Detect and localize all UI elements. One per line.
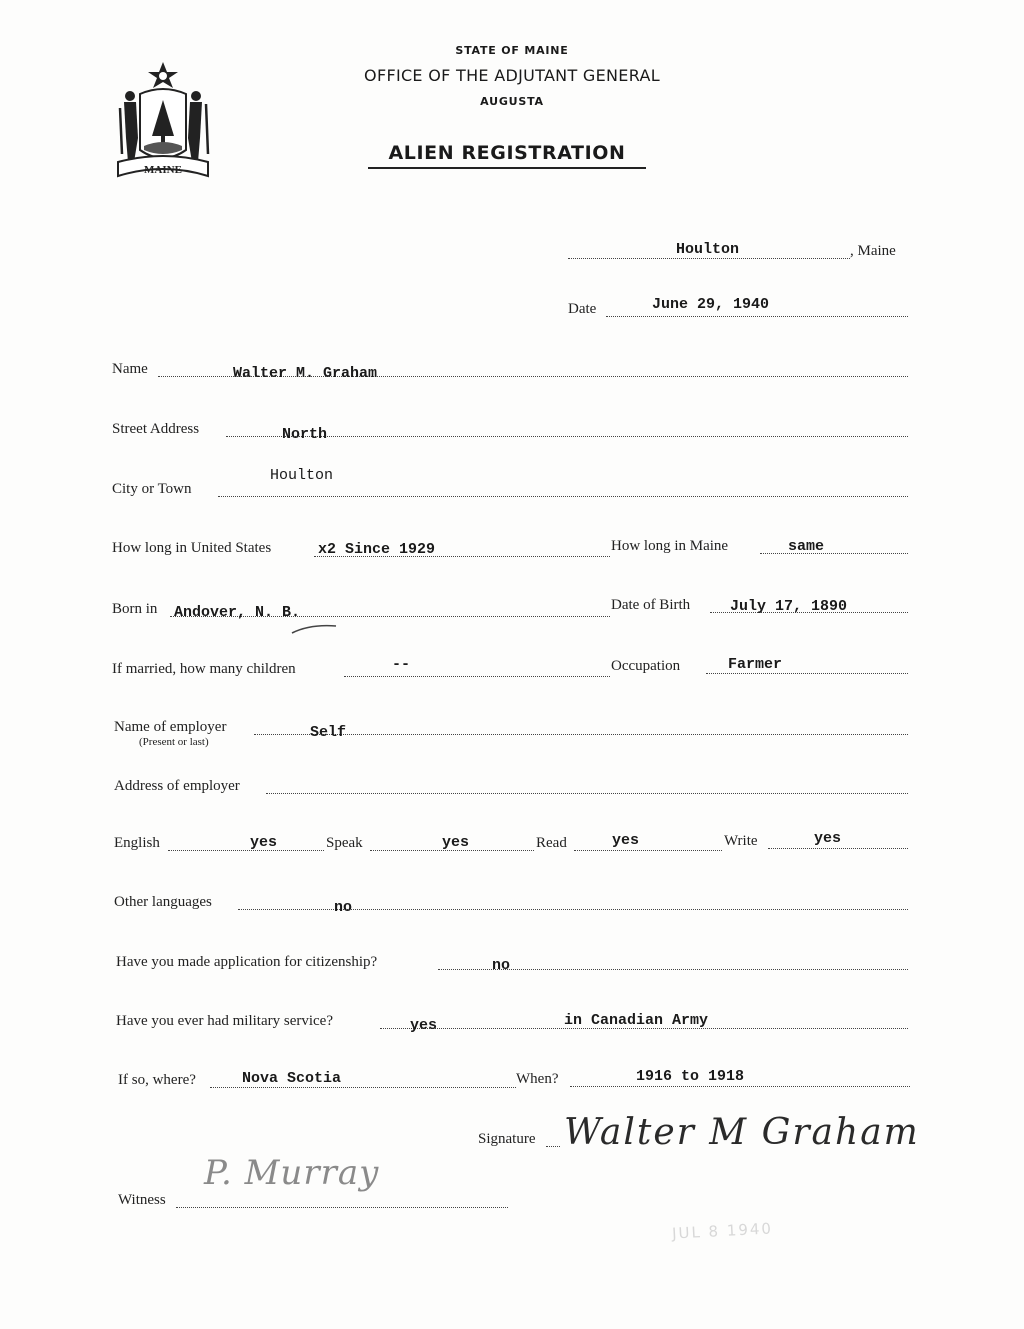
witness-label: Witness bbox=[118, 1192, 166, 1208]
english-value: yes bbox=[250, 834, 278, 851]
name-label: Name bbox=[112, 361, 148, 377]
svg-text:MAINE: MAINE bbox=[144, 164, 182, 176]
birthplace-label: Born in bbox=[112, 601, 158, 617]
maine-duration-line bbox=[760, 553, 908, 554]
military-detail: in Canadian Army bbox=[564, 1012, 709, 1029]
maine-duration-value: same bbox=[788, 538, 825, 555]
received-stamp: JUL 8 1940 bbox=[671, 1219, 774, 1243]
place-value: Houlton bbox=[676, 241, 740, 258]
signature-label: Signature bbox=[478, 1131, 536, 1147]
signature-line bbox=[546, 1146, 560, 1147]
us-duration-label: How long in United States bbox=[112, 540, 272, 556]
pencil-mark-icon bbox=[290, 622, 340, 636]
other-languages-label: Other languages bbox=[114, 894, 212, 910]
employer-address-line bbox=[266, 793, 908, 794]
read-line bbox=[574, 850, 722, 851]
read-label: Read bbox=[536, 835, 567, 851]
read-value: yes bbox=[612, 832, 640, 849]
english-line bbox=[168, 850, 324, 851]
employer-line bbox=[254, 734, 908, 735]
city-heading: AUGUSTA bbox=[480, 95, 544, 108]
employer-sublabel: (Present or last) bbox=[139, 736, 209, 748]
where-line bbox=[210, 1087, 516, 1088]
name-value: Walter M. Graham bbox=[233, 365, 378, 382]
birthplace-value: Andover, N. B. bbox=[174, 604, 301, 621]
us-duration-value: x2 Since 1929 bbox=[318, 541, 436, 558]
children-label: If married, how many children bbox=[112, 661, 296, 677]
write-line bbox=[768, 848, 908, 849]
svg-text:Walter M Graham: Walter M Graham bbox=[564, 1112, 920, 1153]
when-value: 1916 to 1918 bbox=[636, 1068, 745, 1085]
city-line bbox=[218, 496, 908, 497]
where-value: Nova Scotia bbox=[242, 1070, 342, 1087]
children-line bbox=[344, 676, 610, 677]
occupation-label: Occupation bbox=[611, 658, 681, 674]
military-value: yes bbox=[410, 1017, 438, 1034]
military-label: Have you ever had military service? bbox=[116, 1013, 333, 1029]
svg-text:P. Murray: P. Murray bbox=[204, 1153, 380, 1193]
speak-value: yes bbox=[442, 834, 470, 851]
form-title: ALIEN REGISTRATION bbox=[368, 142, 646, 169]
place-suffix: , Maine bbox=[850, 243, 896, 259]
signature-handwritten bbox=[560, 1104, 964, 1158]
employer-value: Self bbox=[310, 724, 347, 741]
place-line bbox=[568, 258, 850, 259]
english-label: English bbox=[114, 835, 160, 851]
dob-value: July 17, 1890 bbox=[730, 598, 848, 615]
occupation-value: Farmer bbox=[728, 656, 783, 673]
street-label: Street Address bbox=[112, 421, 200, 437]
citizenship-value: no bbox=[492, 957, 511, 974]
write-label: Write bbox=[724, 833, 758, 849]
office-heading: OFFICE OF THE ADJUTANT GENERAL bbox=[364, 66, 660, 85]
speak-label: Speak bbox=[326, 835, 363, 851]
when-line bbox=[570, 1086, 910, 1087]
when-label: When? bbox=[516, 1071, 559, 1087]
city-value: Houlton bbox=[270, 467, 334, 484]
write-value: yes bbox=[814, 830, 842, 847]
children-value: -- bbox=[392, 656, 411, 673]
occupation-line bbox=[706, 673, 908, 674]
date-line bbox=[606, 316, 908, 317]
maine-duration-label: How long in Maine bbox=[611, 538, 729, 554]
other-languages-value: no bbox=[334, 899, 353, 916]
date-value: June 29, 1940 bbox=[652, 296, 770, 313]
employer-address-label: Address of employer bbox=[114, 778, 240, 794]
street-value: North bbox=[282, 426, 328, 443]
witness-signature-handwritten bbox=[200, 1136, 420, 1216]
where-label: If so, where? bbox=[118, 1072, 196, 1088]
state-heading: STATE OF MAINE bbox=[455, 44, 569, 57]
date-label: Date bbox=[568, 301, 597, 317]
street-line bbox=[226, 436, 908, 437]
city-label: City or Town bbox=[112, 481, 192, 497]
dob-label: Date of Birth bbox=[611, 597, 691, 613]
employer-label: Name of employer bbox=[114, 719, 227, 735]
citizenship-label: Have you made application for citizenship? bbox=[116, 954, 378, 970]
